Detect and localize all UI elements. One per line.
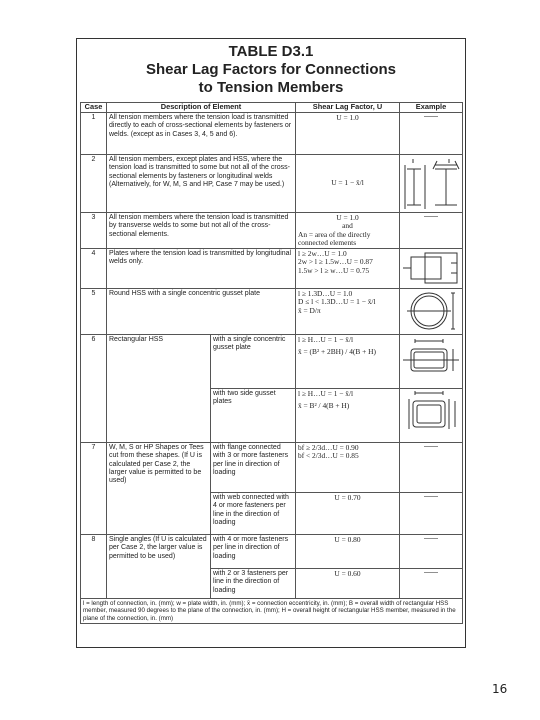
factor-line: l ≥ 2w…U = 1.0 — [298, 249, 347, 259]
table-row-case-7-a — [81, 443, 463, 493]
case-description: Round HSS with a single concentric gusset plate — [107, 289, 296, 335]
case-number: 3 — [81, 213, 107, 249]
page-number: 16 — [492, 682, 508, 696]
shear-lag-factor: U = 1.0 — [296, 113, 400, 155]
example-figure — [400, 249, 463, 289]
factor-line: U = 1.0 — [336, 213, 359, 222]
factor-line: D ≤ l < 1.3D…U = 1 − x̄/l — [298, 297, 376, 307]
case-description: All tension members, except plates and HSS, where the tension load is transmitted to some but not all of the cross-sectional elements by fasteners or longitudinal welds (Alternatively, for W, M, S and HP, Case 7 may be used.) — [107, 155, 296, 213]
shear-lag-factor: U = 0.80 — [296, 535, 400, 569]
case-number: 6 — [81, 335, 107, 443]
factor-line: 1.5w > l ≥ w…U = 0.75 — [298, 265, 370, 275]
shear-lag-factor: U = 0.70 — [296, 493, 400, 535]
shear-lag-factor — [296, 335, 400, 389]
table-row-case-2 — [81, 155, 463, 213]
factor-line: bf ≥ 2/3d…U = 0.90 — [298, 443, 359, 453]
case-subdescription: with 4 or more fasteners per line in direction of loading — [211, 535, 296, 569]
case-subdescription: with a single concentric gusset plate — [211, 335, 296, 389]
shear-lag-factor — [296, 249, 400, 289]
factor-line: l ≥ H…U = 1 − x̄/l — [298, 389, 354, 399]
case-description: All tension members where the tension load is transmitted by transverse welds to some but not all of the cross-sectional elements. — [107, 213, 296, 249]
factor-line: x̄ = (B² + 2BH) / 4(B + H) — [298, 347, 376, 357]
factor-line: l ≥ 1.3D…U = 1.0 — [298, 289, 353, 299]
rect-hss-two-gusset-figure — [401, 389, 461, 439]
plate-weld-figure — [401, 249, 461, 287]
example-dash: —— — [400, 569, 463, 599]
case-description: W, M, S or HP Shapes or Tees cut from these shapes. (If U is calculated per Case 2, the larger value is permitted to be used) — [107, 443, 211, 535]
case-description: Rectangular HSS — [107, 335, 211, 443]
title-line-1: TABLE D3.1 — [228, 43, 314, 60]
factor-line: and — [342, 221, 353, 231]
table-header-row — [81, 103, 463, 113]
shear-lag-table — [80, 102, 463, 624]
factor-line: 2w > l ≥ 1.5w…U = 0.87 — [298, 257, 373, 267]
factor-line: x̄ = D/π — [298, 305, 321, 315]
example-dash: —— — [400, 213, 463, 249]
table-row-case-6-a — [81, 335, 463, 389]
shear-lag-factor: U = 1 − x̄/l — [296, 155, 400, 213]
example-figure — [400, 289, 463, 335]
case-subdescription: with two side gusset plates — [211, 389, 296, 443]
case-number: 7 — [81, 443, 107, 535]
case-subdescription: with flange connected with 3 or more fasteners per line in direction of loading — [211, 443, 296, 493]
title-line-2: Shear Lag Factors for Connections — [145, 61, 397, 78]
factor-line: l ≥ H…U = 1 − x̄/l — [298, 335, 354, 345]
header-factor: Shear Lag Factor, U — [296, 103, 400, 113]
example-dash: —— — [400, 113, 463, 155]
table-row-case-3 — [81, 213, 463, 249]
table-footnote: l = length of connection, in. (mm); w = plate width, in. (mm); x̄ = connection eccentricity, in. (mm); B = overall width of rectangular HSS member, measured 90 degrees to the plane of the connection, in. (mm); H = overall height of rectangular HSS member, measured in the plane of the connection, in. (mm) — [81, 599, 463, 624]
table-frame — [76, 38, 466, 648]
case-number: 4 — [81, 249, 107, 289]
rect-hss-single-gusset-figure — [401, 335, 461, 385]
round-hss-figure — [401, 289, 461, 333]
case-subdescription: with web connected with 4 or more fasteners per line in the direction of loading — [211, 493, 296, 535]
case-description: Single angles (If U is calculated per Case 2, the larger value is permitted to be used) — [107, 535, 211, 599]
factor-line: bf < 2/3d…U = 0.85 — [298, 451, 359, 461]
case-description: Plates where the tension load is transmitted by longitudinal welds only. — [107, 249, 296, 289]
title-line-3: to Tension Members — [198, 79, 344, 96]
case-number: 2 — [81, 155, 107, 213]
example-figure — [400, 389, 463, 443]
factor-line: An = area of the directly connected elements — [298, 229, 371, 247]
example-dash: —— — [400, 493, 463, 535]
case-subdescription: with 2 or 3 fasteners per line in the direction of loading — [211, 569, 296, 599]
header-case: Case — [81, 103, 107, 113]
header-description: Description of Element — [107, 103, 296, 113]
shear-lag-factor — [296, 443, 400, 493]
example-figure — [400, 155, 463, 213]
table-row-case-8-a — [81, 535, 463, 569]
table-row-case-1 — [81, 113, 463, 155]
table-footnote-row — [81, 599, 463, 624]
table-title — [77, 43, 465, 97]
case-description: All tension members where the tension load is transmitted directly to each of cross-sectional elements by fasteners or welds. (except as in Cases 3, 4, 5 and 6). — [107, 113, 296, 155]
header-example: Example — [400, 103, 463, 113]
shear-lag-factor — [296, 213, 400, 249]
example-figure — [400, 335, 463, 389]
table-row-case-5 — [81, 289, 463, 335]
shear-lag-factor: U = 0.60 — [296, 569, 400, 599]
factor-line: x̄ = B² / 4(B + H) — [298, 401, 350, 411]
table-row-case-4 — [81, 249, 463, 289]
shear-lag-factor — [296, 289, 400, 335]
case-number: 5 — [81, 289, 107, 335]
example-dash: —— — [400, 443, 463, 493]
example-dash: —— — [400, 535, 463, 569]
shear-lag-factor — [296, 389, 400, 443]
case-number: 1 — [81, 113, 107, 155]
case-number: 8 — [81, 535, 107, 599]
wide-flange-figure — [401, 155, 461, 211]
